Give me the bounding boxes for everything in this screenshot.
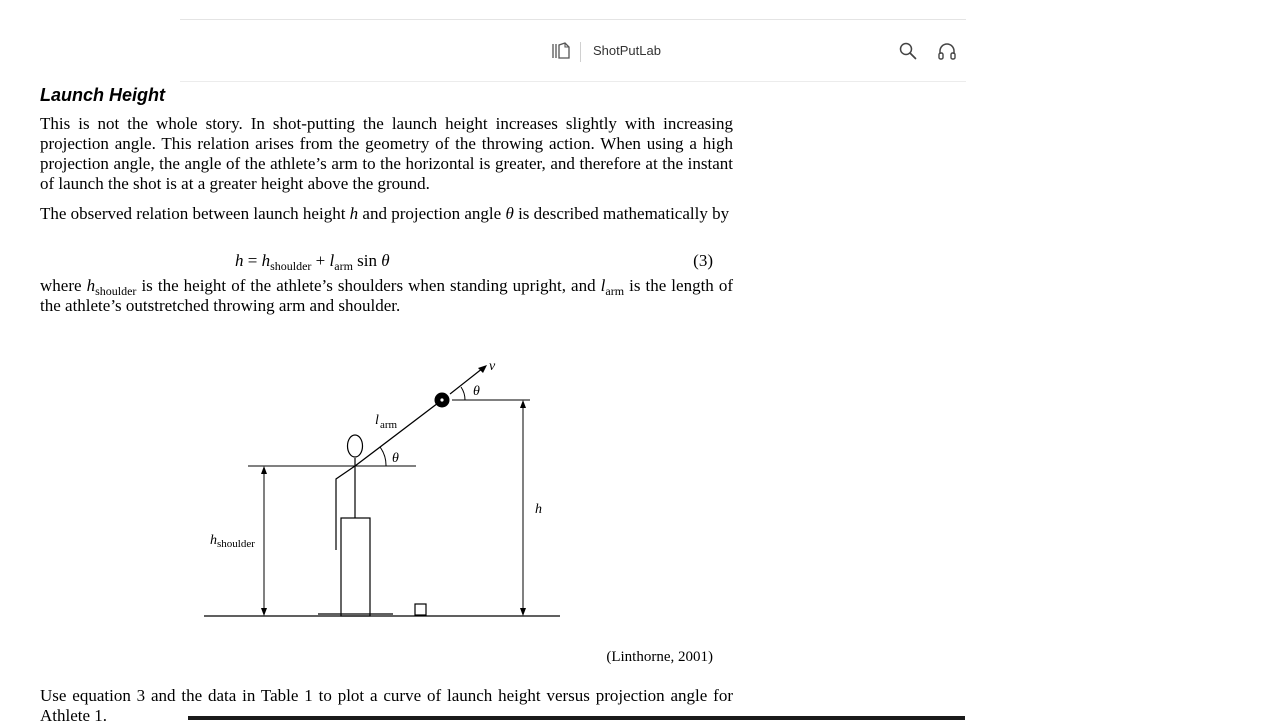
label-h-shoulder: h	[210, 533, 217, 548]
paragraph-intro: This is not the whole story. In shot-putting the launch height increases slightly with increasing projection angle. This relation arises from the geometry of the throwing action. When using a high projection angle, the angle of the athlete’s arm to the horizontal is greater, and therefore at the instant of launch the shot is at a greater height above the ground.	[40, 114, 733, 193]
eq-plus: +	[311, 251, 330, 270]
athlete-body	[341, 518, 370, 616]
sub-shoulder: shoulder	[95, 284, 137, 298]
athlete-head	[348, 435, 363, 457]
sub-arm: arm	[605, 284, 625, 298]
text: is the length of the athlete’s outstretched throwing arm and shoulder.	[40, 276, 733, 315]
text: is described mathematically by	[513, 204, 730, 223]
app-title: ShotPutLab	[593, 43, 661, 58]
eq-equals: =	[243, 251, 262, 270]
paragraph-definitions	[40, 276, 733, 316]
label-arm-sub: arm	[380, 419, 398, 431]
label-theta-upper: θ	[473, 384, 480, 399]
paragraph-relation	[40, 204, 733, 224]
label-shoulder-sub: shoulder	[217, 538, 255, 550]
eq-sin: sin	[352, 251, 382, 270]
eq-theta: θ	[381, 251, 390, 270]
equation-number: (3)	[693, 251, 713, 270]
paragraph-task: Use equation 3 and the data in Table 1 to plot a curve of launch height versus projection angle for Athlete 1.	[40, 686, 733, 725]
text: The observed relation between launch height	[40, 204, 350, 223]
label-theta-lower: θ	[392, 451, 399, 466]
bottom-scrollbar[interactable]	[188, 716, 965, 720]
athlete-other-arm	[336, 466, 355, 550]
launch-height-figure	[200, 352, 600, 632]
text: is the height of the athlete’s shoulders when standing upright, and	[136, 276, 601, 295]
lower-angle-arc	[380, 447, 386, 466]
eq-h: h	[235, 251, 244, 270]
toe-board	[415, 604, 426, 615]
symbol-l: l	[600, 276, 606, 295]
label-v: v	[489, 359, 496, 374]
toolbar-divider	[580, 42, 581, 62]
text: and projection angle	[358, 204, 506, 223]
equation-body	[235, 251, 390, 271]
figure-citation: (Linthorne, 2001)	[606, 649, 713, 665]
text: where	[40, 276, 87, 295]
upper-angle-arc	[461, 387, 465, 400]
symbol-h: h	[86, 276, 96, 295]
equation-3	[40, 251, 733, 275]
label-h: h	[535, 502, 542, 517]
search-icon[interactable]	[897, 40, 919, 62]
symbol-theta: θ	[505, 204, 514, 223]
section-heading: Launch Height	[40, 85, 165, 105]
eq-sub-shoulder: shoulder	[270, 259, 312, 273]
headphones-icon[interactable]	[936, 40, 958, 62]
symbol-h: h	[349, 204, 359, 223]
library-icon[interactable]	[549, 40, 573, 62]
label-l-arm: l	[375, 413, 379, 428]
eq-l-arm: l	[329, 251, 335, 270]
eq-h-shoulder: h	[261, 251, 271, 270]
eq-sub-arm: arm	[334, 259, 353, 273]
reader-toolbar	[180, 20, 966, 82]
